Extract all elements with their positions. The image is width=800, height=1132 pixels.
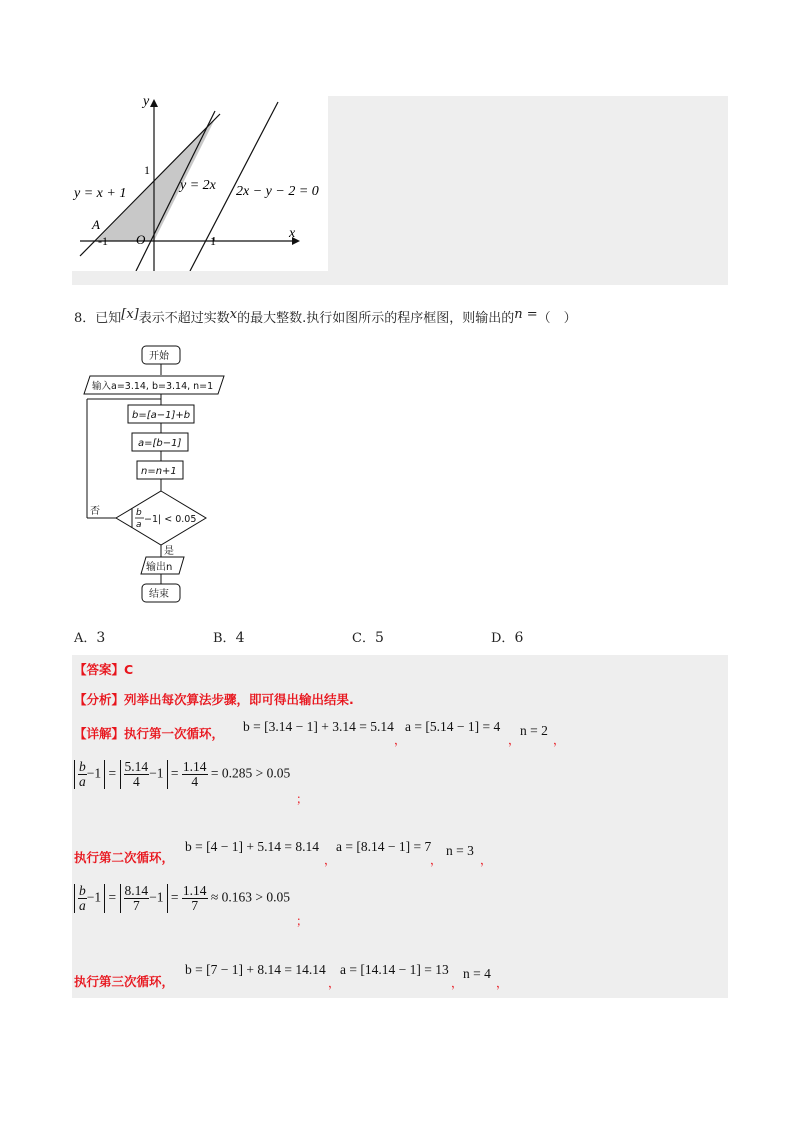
- check1-f2n: 1.14: [182, 759, 207, 774]
- check2-f1d: 7: [132, 898, 140, 913]
- loop3-a: a = [14.14 − 1] = 13: [340, 962, 449, 977]
- floor-notation: [x]: [121, 307, 139, 322]
- origin-label: O: [136, 232, 146, 247]
- check1-f1d: 4: [132, 774, 140, 789]
- option-d[interactable]: [491, 627, 523, 646]
- question-number: 8．已知: [74, 311, 122, 326]
- punct-9: ，: [328, 976, 341, 990]
- check2-f2n: 1.14: [182, 883, 207, 898]
- check1: $\frac{b}{a}$ −1 = $\frac{5.14}{4}$ −1 = $\frac{1.14}{4}$ = 0.285 > 0.05: [74, 760, 290, 789]
- option-a-letter: A．: [74, 631, 97, 646]
- option-d-letter: D．: [491, 631, 515, 646]
- answer-paren: （ ）: [537, 311, 577, 326]
- loop1-b: b = [3.14 − 1] + 3.14 = 5.14: [243, 719, 394, 734]
- punct-5: ，: [324, 853, 337, 867]
- check1-b: b: [79, 759, 86, 774]
- flow-cond-a: a: [136, 520, 142, 530]
- flow-step2: a=[b−1]: [138, 438, 182, 449]
- check2-minus1: −1: [86, 889, 102, 905]
- answer-line: [74, 660, 133, 678]
- loop3-b: b = [7 − 1] + 8.14 = 14.14: [185, 962, 326, 977]
- flow-cond-b: b: [136, 508, 142, 518]
- coordinate-graph: [72, 96, 328, 271]
- line3-label: 2x − y − 2 = 0: [236, 184, 319, 199]
- flow-step3: n=n+1: [141, 466, 177, 477]
- detail-line: [74, 724, 224, 742]
- punct-4: ；: [296, 792, 309, 806]
- loop2-text: 执行第二次循环，: [74, 850, 175, 865]
- line2-label: y = 2x: [180, 178, 216, 193]
- check1-f1n: 5.14: [124, 759, 149, 774]
- check1-minus1: −1: [86, 765, 102, 781]
- x-axis-label: x: [289, 226, 296, 241]
- check2-f1n: 8.14: [124, 883, 149, 898]
- var-x: x: [229, 307, 238, 322]
- tick-neg1-label: -1: [98, 234, 108, 248]
- check2-b: b: [79, 883, 86, 898]
- flow-yes-label: 是: [164, 546, 174, 557]
- analysis-line: [74, 690, 354, 708]
- var-n: n =: [514, 307, 538, 322]
- punct-6: ，: [430, 853, 443, 867]
- flow-input: 输入a=3.14, b=3.14, n=1: [92, 381, 214, 392]
- check2-a: a: [79, 898, 86, 913]
- loop3-text: 执行第三次循环，: [74, 974, 175, 989]
- punct-1: ，: [394, 733, 407, 747]
- analysis-text: 列举出每次算法步骤，即可得出输出结果.: [124, 692, 354, 707]
- question-text-1: 表示不超过实数: [138, 311, 230, 326]
- graph-area: [72, 96, 328, 271]
- option-c-value: 5: [374, 630, 384, 646]
- punct-8: ；: [296, 914, 309, 928]
- check2: $\frac{b}{a}$ −1 = $\frac{8.14}{7}$ −1 = $\frac{1.14}{7}$ ≈ 0.163 > 0.05: [74, 884, 290, 913]
- analysis-label: 【分析】: [74, 692, 125, 707]
- flow-no-label: 否: [90, 506, 100, 517]
- check2-tail: ≈ 0.163 > 0.05: [210, 889, 291, 905]
- question-8: [74, 305, 577, 329]
- check2-f2d: 7: [191, 898, 199, 913]
- check1-a: a: [79, 774, 86, 789]
- option-d-value: 6: [514, 630, 524, 646]
- punct-2: ，: [508, 733, 521, 747]
- loop1-a: a = [5.14 − 1] = 4: [405, 719, 501, 734]
- point-a-label: A: [92, 217, 100, 232]
- punct-11: ，: [496, 976, 509, 990]
- flow-cond-rest: −1| < 0.05: [144, 514, 197, 525]
- check1-f2d: 4: [191, 774, 199, 789]
- detail-text: 执行第一次循环，: [124, 726, 225, 741]
- option-b[interactable]: [213, 627, 244, 646]
- tick-y1-label: 1: [144, 163, 150, 177]
- answer-label: 【答案】: [74, 662, 125, 677]
- line1-label: y = x + 1: [74, 186, 127, 201]
- flow-step1: b=[a−1]+b: [132, 410, 191, 421]
- answer-value: C: [124, 662, 134, 677]
- option-b-value: 4: [235, 630, 245, 646]
- question-text-2: 的最大整数.执行如图所示的程序框图，则输出的: [237, 311, 515, 326]
- flow-output: 输出n: [146, 562, 173, 573]
- flow-end: 结束: [149, 589, 169, 600]
- punct-10: ，: [451, 976, 464, 990]
- option-a-value: 3: [96, 630, 106, 646]
- loop2-a: a = [8.14 − 1] = 7: [336, 839, 432, 854]
- check1-minus1b: −1: [149, 765, 164, 781]
- check1-tail: = 0.285 > 0.05: [210, 765, 291, 781]
- loop2-n: n = 3: [446, 843, 474, 858]
- loop1-n: n = 2: [520, 723, 548, 738]
- detail-label: 【详解】: [74, 726, 125, 741]
- graph-panel: [72, 96, 728, 285]
- flow-start: 开始: [149, 351, 169, 362]
- y-axis-label: y: [143, 96, 150, 109]
- loop2-b: b = [4 − 1] + 5.14 = 8.14: [185, 839, 319, 854]
- check2-minus1b: −1: [149, 889, 164, 905]
- option-c-letter: C．: [352, 631, 375, 646]
- option-a[interactable]: [74, 627, 105, 646]
- option-c[interactable]: [352, 627, 384, 646]
- tick-x1-label: 1: [210, 234, 216, 248]
- punct-7: ，: [480, 853, 493, 867]
- option-b-letter: B．: [213, 631, 236, 646]
- punct-3: ，: [553, 733, 566, 747]
- flowchart: [80, 342, 230, 607]
- loop3-n: n = 4: [463, 966, 491, 981]
